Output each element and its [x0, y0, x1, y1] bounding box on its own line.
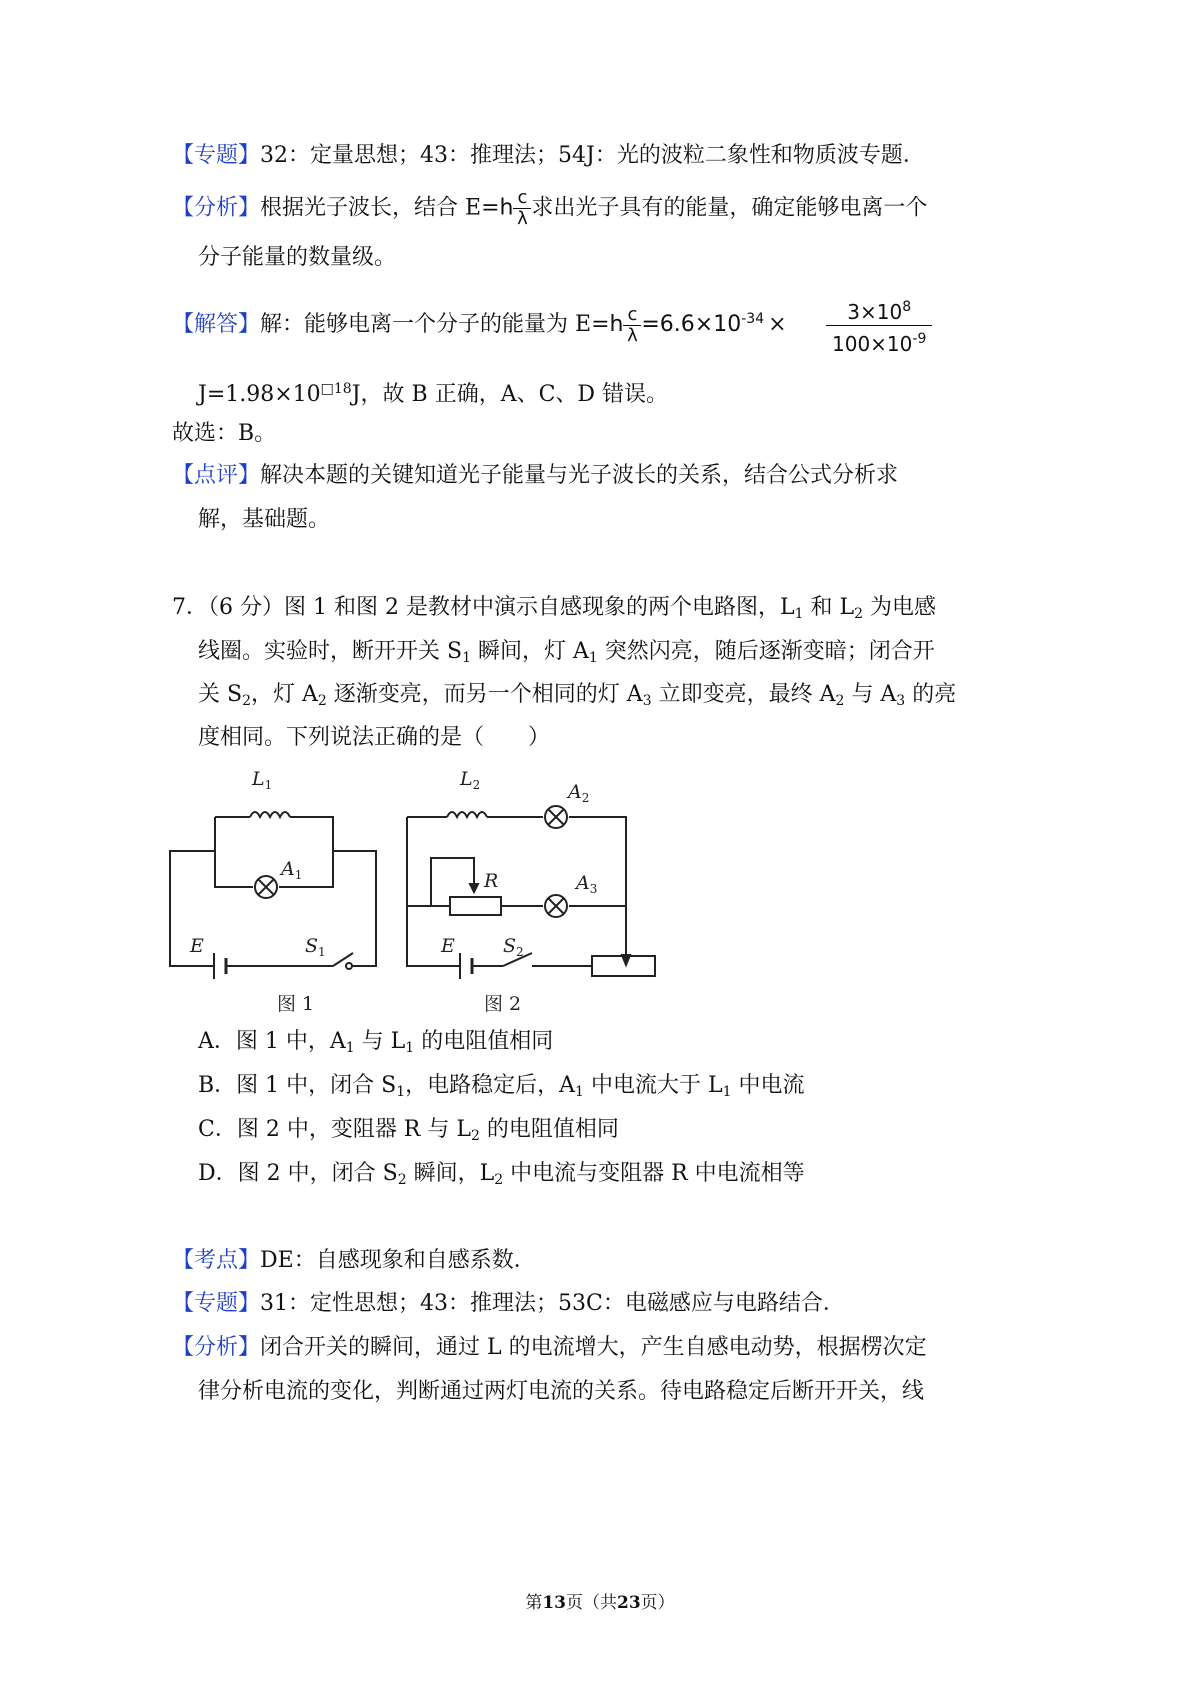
guxuan-line: [172, 419, 276, 449]
q7-line-1: [172, 593, 936, 629]
q7-text: 与 A: [844, 682, 897, 707]
subscript: 3: [896, 693, 906, 709]
circuit-figures: [0, 755, 1200, 1055]
jieda-exponent-1: -34: [741, 311, 765, 327]
fenxi-line-1: [172, 188, 927, 229]
jieda-line-2: [198, 374, 668, 410]
dianping-text-a: 解决本题的关键知道光子能量与光子波长的关系，结合公式分析求: [260, 463, 899, 488]
fenxi-line-2: [198, 243, 396, 273]
rheostat-r: [450, 897, 501, 915]
subscript: 1: [405, 1040, 415, 1056]
kaodian-text: DE：自感现象和自感系数．: [260, 1248, 536, 1273]
option-text: ，电路稳定后，A: [405, 1073, 576, 1098]
jieda-tag: 【解答】: [172, 312, 261, 337]
option-c: [198, 1115, 619, 1151]
subscript: 2: [242, 693, 251, 709]
zhuanti-line-2: [172, 1289, 845, 1319]
zhuanti-text-2: 31：定性思想；43：推理法；53C：电磁感应与电路结合．: [260, 1291, 845, 1316]
fenxi-text-2a: 闭合开关的瞬间，通过 L 的电流增大，产生自感电动势，根据楞次定: [260, 1335, 927, 1360]
q7-text: 逐渐变亮，而另一个相同的灯 A: [326, 682, 643, 707]
denominator-text: 100×10: [832, 332, 913, 356]
q7-line-4: [198, 723, 550, 753]
subscript: 1: [588, 650, 598, 666]
jieda-line-1: [172, 304, 787, 346]
option-text: 中电流大于 L: [583, 1073, 723, 1098]
jieda-exponent-2: □18: [320, 381, 352, 397]
page-total: 23: [617, 1593, 641, 1613]
fenxi-tag: 【分析】: [172, 195, 261, 221]
jieda-big-fraction: [826, 294, 932, 357]
label-a2: $A_2$: [568, 781, 590, 805]
denominator-exponent: -9: [912, 331, 927, 347]
times-sign: ×: [768, 312, 787, 337]
subscript: 1: [462, 650, 471, 666]
fraction-denominator: [826, 326, 932, 357]
q7-line-2: [198, 637, 935, 673]
figure-1-caption: 图 1: [277, 993, 315, 1015]
numerator-text: 3×10: [847, 300, 903, 324]
c-over-lambda-fraction: [513, 188, 531, 229]
q7-text: ，灯 A: [251, 682, 318, 707]
subscript: 2: [470, 1128, 480, 1144]
jieda-text-b: J=1.98×10: [198, 382, 321, 407]
dianping-tag: 【点评】: [172, 463, 261, 488]
kaodian-line: [172, 1246, 536, 1276]
subscript: 1: [575, 1084, 584, 1100]
inductor-coil-l2: [447, 812, 487, 817]
answer-choice: 故选：B。: [172, 421, 277, 446]
label-a3: $A_3$: [576, 872, 598, 896]
fenxi-text-a: 根据光子波长，结合 E=: [260, 195, 500, 221]
inductor-coil-l1: [250, 812, 290, 817]
subscript: 2: [494, 1172, 504, 1188]
subscript: 3: [642, 693, 652, 709]
q7-text: 瞬间，灯 A: [471, 639, 589, 664]
fenxi-tag-2: 【分析】: [172, 1335, 261, 1360]
fenxi-line-4: [198, 1377, 924, 1407]
label-l2: $L_2$: [460, 768, 481, 792]
page-footer: [0, 1588, 1200, 1613]
fenxi-text-b: 求出光子具有的能量，确定能够电离一个: [531, 195, 928, 221]
wavelength-fraction: [826, 294, 932, 357]
option-text: 的电阻值相同: [414, 1029, 554, 1054]
option-text: 的电阻值相同: [479, 1117, 619, 1142]
dianping-line-1: [172, 461, 898, 491]
zhuanti-line-1: [172, 141, 925, 171]
subscript: 2: [397, 1172, 407, 1188]
subscript: 2: [317, 693, 327, 709]
fenxi-text-2b: 律分析电流的变化，判断通过两灯电流的关系。待电路稳定后断开开关，线: [198, 1379, 925, 1404]
q7-text: 度相同。下列说法正确的是（ ）: [198, 725, 551, 750]
jieda-value: =6.6×10: [641, 312, 742, 337]
subscript: 2: [835, 693, 845, 709]
fenxi-line-3: [172, 1333, 927, 1363]
fraction-numerator: [826, 294, 932, 326]
switch-s1-contact: [346, 963, 352, 969]
c-over-lambda-fraction-2: [623, 305, 641, 346]
frac-denominator: λ: [517, 208, 528, 229]
footer-text: 页（共: [566, 1593, 617, 1613]
q7-text: 7．（6 分）图 1 和图 2 是教材中演示自感现象的两个电路图，L: [172, 595, 795, 620]
zhuanti-text: 32：定量思想；43：推理法；54J：光的波粒二象性和物质波专题．: [260, 143, 925, 168]
option-text: 与 L: [354, 1029, 406, 1054]
q7-line-3: [198, 680, 956, 716]
subscript: 2: [854, 606, 864, 622]
option-text: 瞬间，L: [406, 1161, 495, 1186]
q7-text: 的亮: [905, 682, 957, 707]
subscript: 1: [396, 1084, 406, 1100]
label-e1: E: [190, 935, 204, 957]
option-b: [198, 1071, 804, 1107]
zhuanti-tag-2: 【专题】: [172, 1291, 261, 1316]
frac-numerator: c: [623, 305, 641, 326]
footer-text: 页）: [640, 1593, 675, 1613]
option-d: [198, 1159, 805, 1195]
option-text: B．图 1 中，闭合 S: [198, 1073, 397, 1098]
page-number: 13: [542, 1593, 566, 1613]
kaodian-tag: 【考点】: [172, 1248, 261, 1273]
q7-text: 关 S: [198, 682, 243, 707]
q7-text: 立即变亮，最终 A: [651, 682, 836, 707]
footer-text: 第: [525, 1593, 543, 1613]
planck-h-2: h: [609, 312, 624, 337]
numerator-exponent: 8: [902, 299, 912, 315]
subscript: 1: [345, 1040, 355, 1056]
option-text: 中电流与变阻器 R 中电流相等: [503, 1161, 805, 1186]
label-e2: E: [441, 935, 455, 957]
planck-h: h: [499, 195, 514, 221]
frac-numerator: c: [513, 188, 531, 209]
label-l1: $L_1$: [252, 768, 273, 792]
fenxi-text-c: 分子能量的数量级。: [198, 245, 397, 270]
option-text: C．图 2 中，变阻器 R 与 L: [198, 1117, 471, 1142]
subscript: 1: [722, 1084, 732, 1100]
label-s1: $S_1$: [305, 935, 326, 959]
jieda-text-c: J，故 B 正确，A、C、D 错误。: [351, 382, 669, 407]
zhuanti-tag: 【专题】: [172, 143, 261, 168]
q7-text: 为电感: [863, 595, 937, 620]
label-s2: $S_2$: [503, 935, 524, 959]
q7-text: 线圈。实验时，断开开关 S: [198, 639, 463, 664]
q7-text: 突然闪亮，随后逐渐变暗；闭合开: [597, 639, 935, 664]
label-r: R: [484, 870, 499, 892]
option-text: 中电流: [731, 1073, 805, 1098]
dianping-line-2: [198, 505, 330, 535]
option-a: [198, 1027, 553, 1063]
figure-2-caption: 图 2: [484, 993, 522, 1015]
q7-text: 和 L: [803, 595, 855, 620]
frac-denominator: λ: [627, 324, 638, 346]
subscript: 1: [794, 606, 804, 622]
jieda-text-a: 解：能够电离一个分子的能量为 E=: [260, 312, 610, 337]
option-text: D．图 2 中，闭合 S: [198, 1161, 398, 1186]
option-text: A．图 1 中，A: [198, 1029, 346, 1054]
dianping-text-b: 解，基础题。: [198, 507, 331, 532]
label-a1: $A_1$: [281, 858, 303, 882]
